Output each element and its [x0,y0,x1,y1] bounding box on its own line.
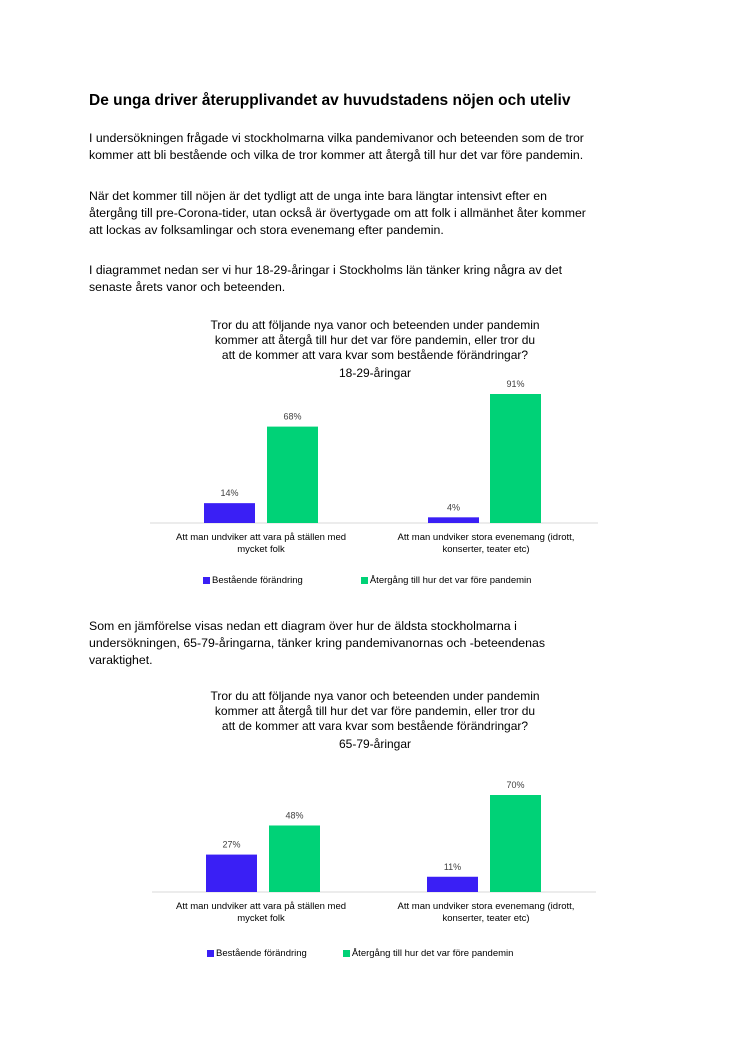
chart-2-data-label-2-2: 70% [506,780,525,790]
chart-1-category-label-2-line-2: konserter, teater etc) [442,544,530,555]
paragraph-3-line-2: senaste årets vanor och beteenden. [89,280,286,294]
chart-2-title-line-1: Tror du att följande nya vanor och beteenden under pandemin [210,689,540,703]
paragraph-2-line-2: återgång till pre-Corona-tider, utan också är övertygade om att folk i allmänhet åter kommer [89,206,586,220]
paragraph-3-line-1: I diagrammet nedan ser vi hur 18-29-åringar i Stockholms län tänker kring några av det [89,263,562,277]
paragraph-1-line-1: I undersökningen frågade vi stockholmarna vilka pandemivanor och beteenden som de tror [89,131,584,145]
chart-2 [0,770,746,940]
paragraph-2-line-3: att lockas av folksamlingar och stora evenemang efter pandemin. [89,223,444,237]
chart-1-title-line-2: kommer att återgå till hur det var före pandemin, eller tror du [214,333,536,347]
chart-1-data-label-2-2: 91% [506,379,525,389]
chart-1-bar-1-2 [267,427,318,523]
chart-2-bar-2-1 [427,877,478,892]
chart-2-category-label-2-line-2: konserter, teater etc) [442,913,530,924]
chart-1-legend-item-1 [203,575,303,586]
chart-2-title-line-2: kommer att återgå till hur det var före pandemin, eller tror du [214,704,536,718]
chart-2-subtitle: 65-79-åringar [338,737,412,751]
paragraph-1 [89,130,689,164]
paragraph-4 [89,618,689,669]
chart-1 [0,370,746,566]
chart-1-category-label-1-line-1: Att man undviker att vara på ställen med [175,532,347,543]
chart-2-legend-swatch-1 [207,950,214,957]
chart-2-legend-swatch-2 [343,950,350,957]
chart-1-category-label-1-line-2: mycket folk [237,544,285,555]
chart-2-legend [207,948,513,959]
chart-1-subtitle: 18-29-åringar [338,366,412,380]
chart-1-category-label-2-line-1: Att man undviker stora evenemang (idrott, [397,532,575,543]
paragraph-4-line-3: varaktighet. [89,653,153,667]
chart-2-title [150,689,600,752]
chart-2-legend-label-2: Återgång till hur det var före pandemin [351,948,514,959]
chart-2-data-label-1-2: 48% [285,810,304,821]
chart-1-title-line-3: att de kommer att vara kvar som bestående förändringar? [221,348,529,362]
chart-2-data-label-1-1: 27% [222,839,241,850]
chart-1-data-label-2-1: 4% [446,502,461,513]
chart-2-bar-1-2 [269,825,320,892]
paragraph-3 [89,262,689,296]
chart-2-legend-item-2 [343,948,514,959]
paragraph-4-line-1: Som en jämförelse visas nedan ett diagram över hur de äldsta stockholmarna i [89,619,517,633]
chart-1-title-line-1: Tror du att följande nya vanor och beteenden under pandemin [210,318,540,332]
page-heading: De unga driver återupplivandet av huvudstadens nöjen och uteliv [89,92,571,109]
chart-1-data-label-1-1: 14% [220,488,239,499]
chart-2-legend-label-1: Bestående förändring [216,948,307,959]
chart-1-legend-swatch-1 [203,577,210,584]
chart-1-legend [203,575,531,586]
chart-1-bar-1-1 [204,503,255,523]
chart-2-legend-item-1 [207,948,307,959]
chart-2-title-line-3: att de kommer att vara kvar som bestående förändringar? [221,719,529,733]
chart-2-category-label-1-line-2: mycket folk [237,913,285,924]
chart-1-data-label-1-2: 68% [283,411,302,422]
paragraph-1-line-2: kommer att bli bestående och vilka de tror kommer att återgå till hur det var före pandemin. [89,148,584,162]
chart-1-bar-2-2 [490,394,541,523]
chart-2-bar-2-2 [490,795,541,892]
chart-2-category-label-2-line-1: Att man undviker stora evenemang (idrott, [397,901,575,912]
chart-1-legend-swatch-2 [361,577,368,584]
paragraph-2 [89,188,689,239]
paragraph-2-line-1: När det kommer till nöjen är det tydligt att de unga inte bara längtar intensivt efter en [89,189,547,203]
chart-2-data-label-2-1: 11% [443,861,462,872]
chart-1-legend-label-1: Bestående förändring [212,575,303,586]
chart-1-bar-2-1 [428,517,479,523]
chart-1-legend-item-2 [361,575,532,586]
chart-2-category-label-1-line-1: Att man undviker att vara på ställen med [175,901,347,912]
chart-2-bar-1-1 [206,855,257,892]
paragraph-4-line-2: undersökningen, 65-79-åringarna, tänker kring pandemivanornas och -beteendenas [89,636,545,650]
chart-1-legend-label-2: Återgång till hur det var före pandemin [369,575,532,586]
